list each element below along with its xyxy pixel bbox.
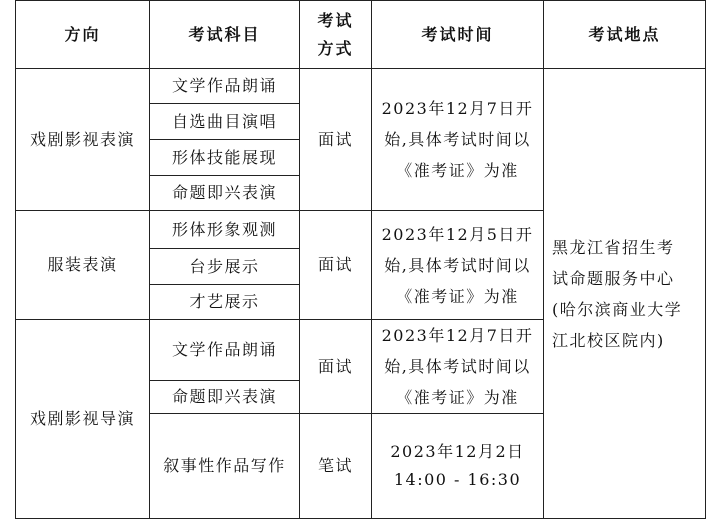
method-cell: 面试 <box>300 320 372 414</box>
time-line: 始,具体考试时间以 <box>384 357 531 376</box>
time-line: 2023年12月2日 <box>390 442 525 461</box>
direction-cell: 戏剧影视导演 <box>16 320 150 519</box>
subject-cell: 命题即兴表演 <box>150 176 300 211</box>
location-line: (哈尔滨商业大学 <box>552 299 683 319</box>
subject-cell: 文学作品朗诵 <box>150 69 300 104</box>
time-line: 14:00 - 16:30 <box>393 470 522 489</box>
time-cell <box>372 69 544 211</box>
subject-cell: 命题即兴表演 <box>150 381 300 414</box>
time-line: 《准考证》为准 <box>396 388 519 407</box>
subject-cell: 叙事性作品写作 <box>150 414 300 519</box>
subject-cell: 才艺展示 <box>150 285 300 320</box>
exam-schedule-wrapper <box>15 0 706 519</box>
subject-cell: 台步展示 <box>150 249 300 285</box>
time-line: 始,具体考试时间以 <box>384 255 531 275</box>
time-cell <box>372 320 544 414</box>
time-line: 始,具体考试时间以 <box>384 130 531 149</box>
method-cell-written: 笔试 <box>300 414 372 519</box>
header-method <box>300 1 372 69</box>
header-subject: 考试科目 <box>150 1 300 69</box>
header-direction: 方向 <box>16 1 150 69</box>
location-line: 黑龙江省招生考 <box>552 237 675 257</box>
direction-cell: 戏剧影视表演 <box>16 69 150 211</box>
direction-cell: 服装表演 <box>16 211 150 320</box>
subject-cell: 文学作品朗诵 <box>150 320 300 381</box>
method-cell: 面试 <box>300 211 372 320</box>
subject-cell: 形体技能展现 <box>150 140 300 176</box>
header-time: 考试时间 <box>372 1 544 69</box>
table-row <box>16 69 706 104</box>
time-line: 《准考证》为准 <box>396 286 519 306</box>
time-line: 《准考证》为准 <box>396 161 519 180</box>
time-line: 2023年12月7日开 <box>381 326 534 345</box>
header-method-line1: 考试 <box>317 10 354 30</box>
time-cell-written <box>372 414 544 519</box>
method-cell: 面试 <box>300 69 372 211</box>
header-row <box>16 1 706 69</box>
subject-cell: 自选曲目演唱 <box>150 104 300 140</box>
exam-schedule-table <box>15 0 706 519</box>
header-method-line2: 方式 <box>317 38 354 58</box>
subject-cell: 形体形象观测 <box>150 211 300 249</box>
location-line: 江北校区院内) <box>552 330 665 350</box>
time-line: 2023年12月7日开 <box>381 99 534 118</box>
time-line: 2023年12月5日开 <box>381 224 534 244</box>
header-location: 考试地点 <box>544 1 706 69</box>
time-cell <box>372 211 544 320</box>
location-line: 试命题服务中心 <box>552 268 675 288</box>
location-cell <box>544 69 706 519</box>
